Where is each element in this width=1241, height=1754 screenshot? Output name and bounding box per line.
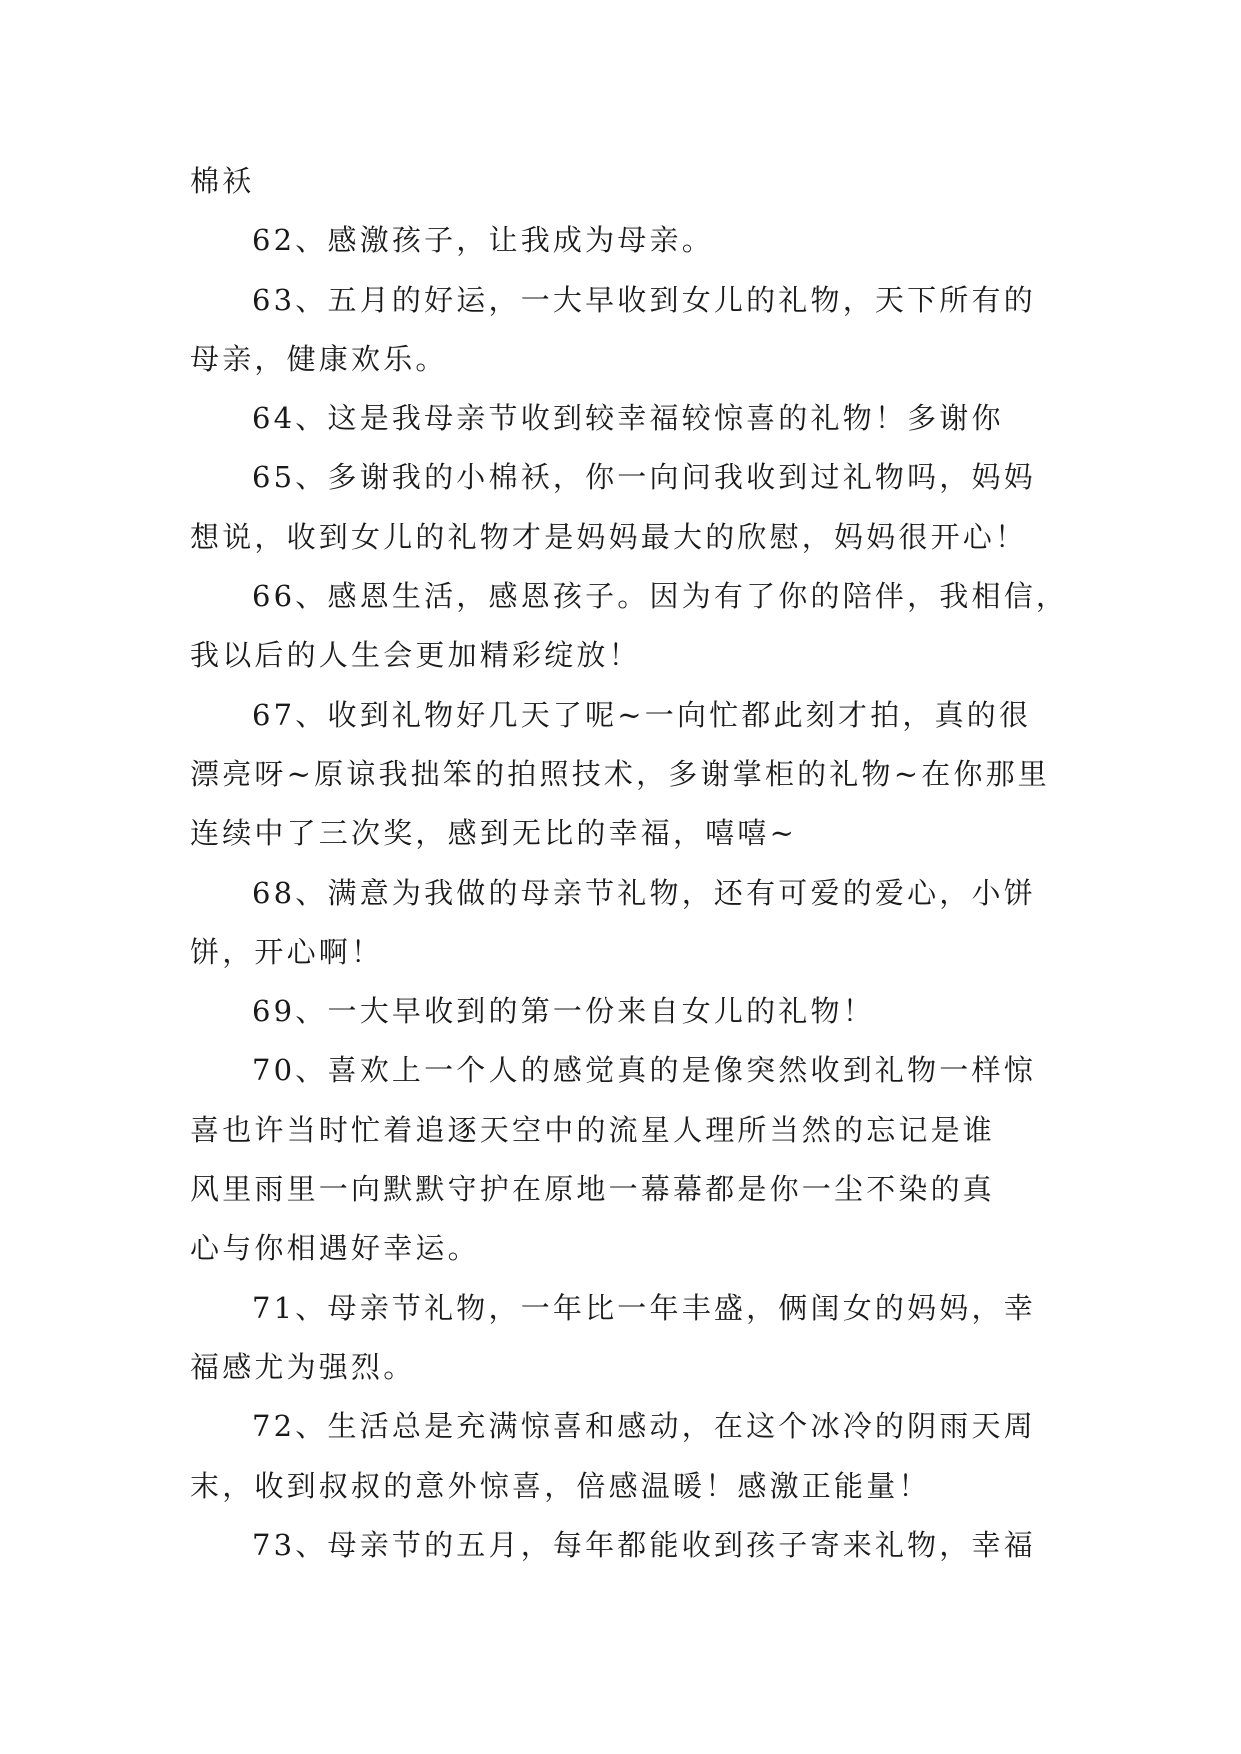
document-body [190, 152, 1069, 1575]
text-line: 福感尤为强烈。 [190, 1349, 416, 1384]
text-line: 末，收到叔叔的意外惊喜，倍感温暖！感激正能量！ [190, 1468, 931, 1503]
text-line: 69、一大早收到的第一份来自女儿的礼物！ [252, 994, 875, 1029]
text-line: 63、五月的好运，一大早收到女儿的礼物，天下所有的 [252, 282, 1036, 317]
text-line: 饼，开心啊！ [190, 934, 384, 969]
text-line: 73、母亲节的五月，每年都能收到孩子寄来礼物，幸福 [252, 1527, 1036, 1562]
text-line: 连续中了三次奖，感到无比的幸福，嘻嘻~ [190, 816, 798, 851]
text-line: 72、生活总是充满惊喜和感动，在这个冰冷的阴雨天周 [252, 1409, 1036, 1444]
text-line: 母亲，健康欢乐。 [190, 341, 448, 376]
text-line: 心与你相遇好幸运。 [190, 1231, 480, 1266]
text-line: 65、多谢我的小棉袄，你一向问我收到过礼物吗，妈妈 [252, 460, 1036, 495]
text-line: 71、母亲节礼物，一年比一年丰盛，俩闺女的妈妈，幸 [252, 1290, 1036, 1325]
text-line: 66、感恩生活，感恩孩子。因为有了你的陪伴，我相信， [252, 579, 1069, 614]
text-line: 想说，收到女儿的礼物才是妈妈最大的欣慰，妈妈很开心！ [190, 519, 1028, 554]
text-line: 喜也许当时忙着追逐天空中的流星人理所当然的忘记是谁 [190, 1112, 996, 1147]
text-line: 风里雨里一向默默守护在原地一幕幕都是你一尘不染的真 [190, 1172, 996, 1207]
text-line: 我以后的人生会更加精彩绽放！ [190, 638, 641, 673]
text-line: 68、满意为我做的母亲节礼物，还有可爱的爱心，小饼 [252, 875, 1036, 910]
text-line: 漂亮呀~原谅我拙笨的拍照技术，多谢掌柜的礼物~在你那里 [190, 756, 1050, 791]
text-line: 70、喜欢上一个人的感觉真的是像突然收到礼物一样惊 [252, 1053, 1036, 1088]
text-line: 64、这是我母亲节收到较幸福较惊喜的礼物！多谢你 [252, 401, 1004, 436]
text-line: 棉袄 [190, 164, 255, 198]
text-line: 62、感激孩子，让我成为母亲。 [252, 223, 714, 258]
text-line: 67、收到礼物好几天了呢~一向忙都此刻才拍，真的很 [252, 697, 1032, 732]
